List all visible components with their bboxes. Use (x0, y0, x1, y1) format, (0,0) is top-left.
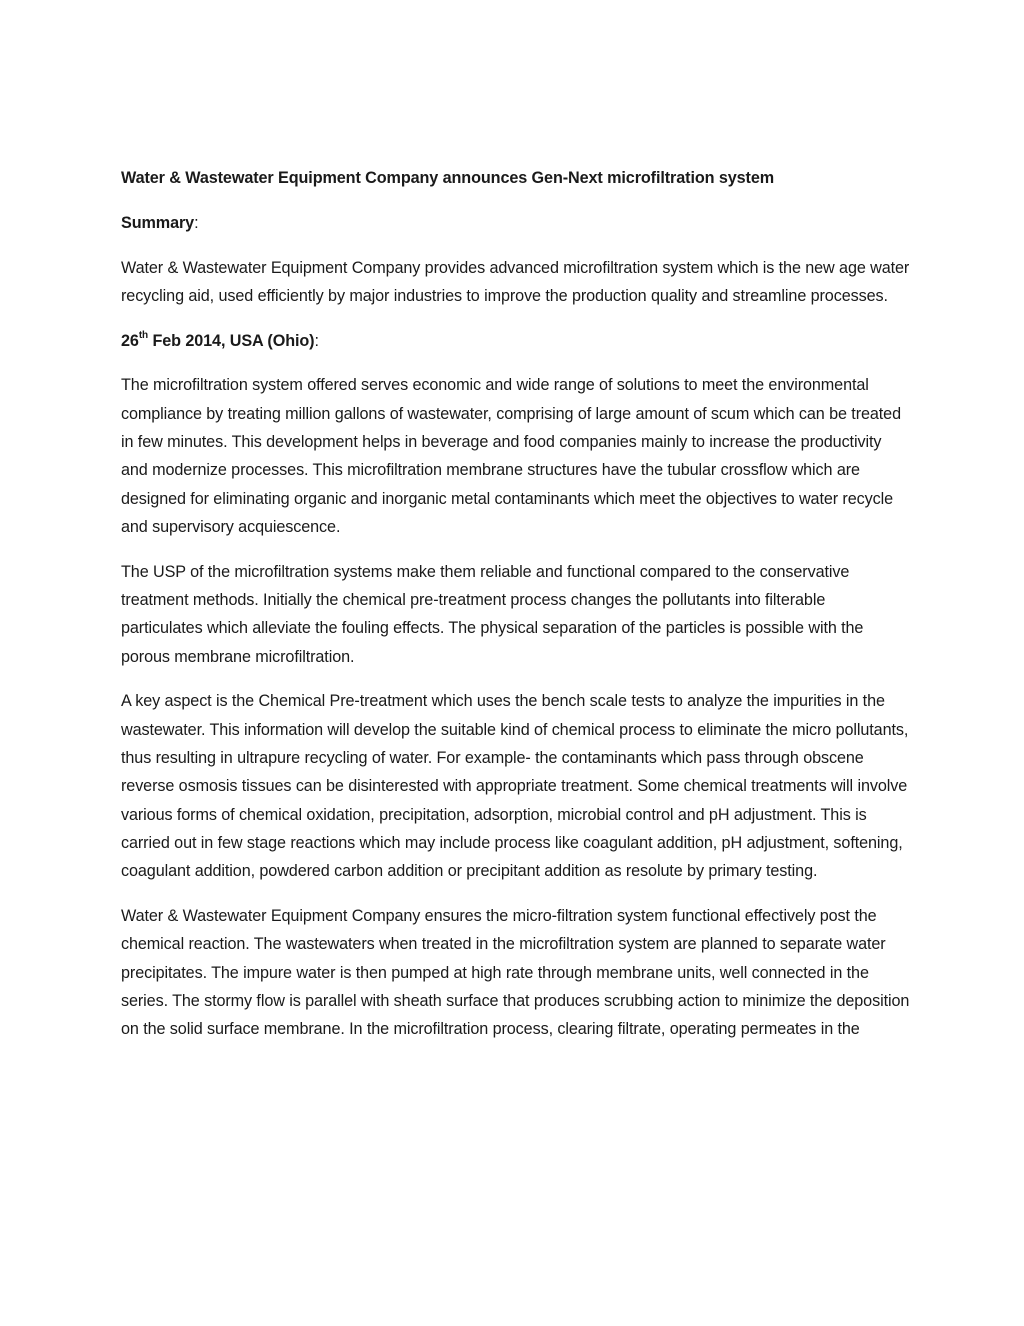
document-body (121, 164, 911, 1060)
dateline-text: Feb 2014, USA (Ohio) (148, 331, 315, 350)
dateline-day-suffix: th (138, 330, 149, 342)
document-title: Water & Wastewater Equipment Company announces Gen-Next microfiltration system (121, 169, 775, 187)
body-paragraph-4: Water & Wastewater Equipment Company ensures the micro-filtration system functional effectively post the chemical reaction. The wastewaters when treated in the microfiltration system are planned to separate water precipitates. The impure water is then pumped at high rate through membrane units, well connected in the series. The stormy flow is parallel with sheath surface that produces scrubbing action to minimize the deposition on the solid surface membrane. In the microfiltration process, clearing filtrate, operating permeates in the (121, 907, 910, 1039)
summary-label: Summary (121, 213, 195, 232)
dateline-colon: : (314, 331, 319, 350)
summary-paragraph: Water & Wastewater Equipment Company provides advanced microfiltration system which is the new age water recycling aid, used efficiently by major industries to improve the production quality and streamline processes. (121, 258, 910, 305)
dateline (121, 327, 911, 355)
summary-heading (121, 209, 911, 237)
body-paragraph-3: A key aspect is the Chemical Pre-treatment which uses the bench scale tests to analyze the impurities in the wastewater. This information will develop the suitable kind of chemical process to eliminate the micro pollutants, thus resulting in ultrapure recycling of water. For example- the contaminants which pass through obscene reverse osmosis tissues can be disinterested with appropriate treatment. Some chemical treatments will involve various forms of chemical oxidation, precipitation, adsorption, microbial control and pH adjustment. This is carried out in few stage reactions which may include process like coagulant addition, pH adjustment, softening, coagulant addition, powdered carbon addition or precipitant addition as resolute by primary testing. (121, 692, 909, 881)
dateline-day: 26 (121, 331, 139, 350)
body-paragraph-2: The USP of the microfiltration systems make them reliable and functional compared to the conservative treatment methods. Initially the chemical pre-treatment process changes the pollutants into filterable particulates which alleviate the fouling effects. The physical separation of the particles is possible with the porous membrane microfiltration. (121, 562, 864, 666)
body-paragraph-1: The microfiltration system offered serves economic and wide range of solutions to meet the environmental compliance by treating million gallons of wastewater, comprising of large amount of scum which can be treated in few minutes. This development helps in beverage and food companies mainly to increase the productivity and modernize processes. This microfiltration membrane structures have the tubular crossflow which are designed for eliminating organic and inorganic metal contaminants which meet the objectives to water recycle and supervisory acquiescence. (121, 376, 901, 536)
summary-colon: : (194, 213, 199, 232)
